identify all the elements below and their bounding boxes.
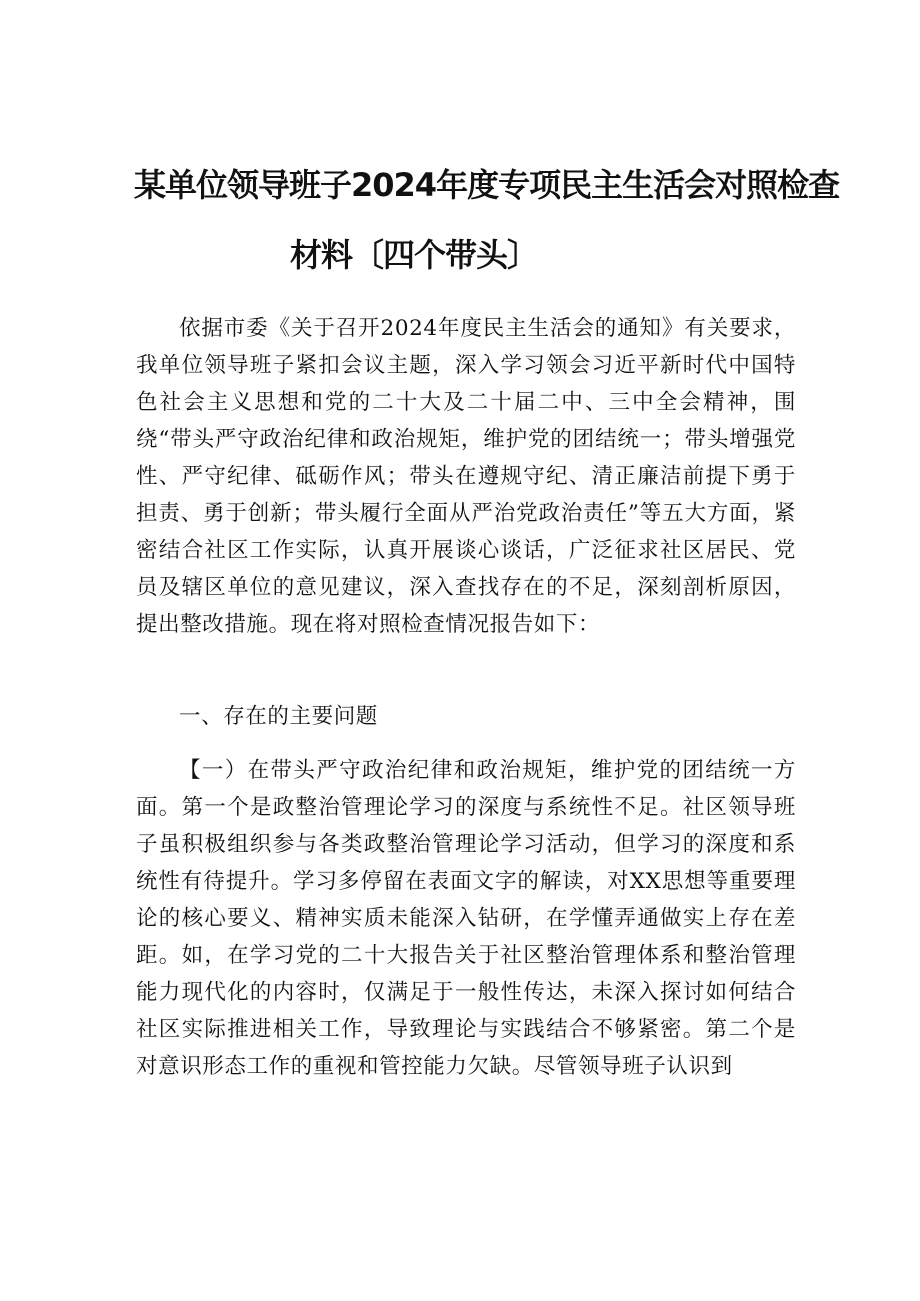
point-one-paragraph: 【一）在带头严守政治纪律和政治规矩，维护党的团结统一方面。第一个是政整治管理论学习的深度与系统性不足。社区领导班子虽积极组织参与各类政整治管理论学习活动，但学习的深度和系统性有待提升。学习多停留在表面文字的解读，对XX思想等重要理论的核心要义、精神实质未能深入钻研，在学懂弄通做实上存在差距。如，在学习党的二十大报告关于社区整治管理体系和整治管理能力现代化的内容时，仅满足于一般性传达，未深入探讨如何结合社区实际推进相关工作，导致理论与实践结合不够紧密。第二个是对意识形态工作的重视和管控能力欠缺。尽管领导班子认识到 bbox=[136, 758, 796, 1079]
document-title-line-2: 材料〔四个带头〕 bbox=[290, 236, 539, 274]
section-heading: 一、存在的主要问题 bbox=[179, 704, 378, 729]
intro-paragraph: 依据市委《关于召开2024年度民主生活会的通知》有关要求，我单位领导班子紧扣会议主题，深入学习领会习近平新时代中国特色社会主义思想和党的二十大及二十届二中、三中全会精神，围绕“带头严守政治纪律和政治规矩，维护党的团结统一；带头增强党性、严守纪律、砥砺作风；带头在遵规守纪、清正廉洁前提下勇于担责、勇于创新；带头履行全面从严治党政治责任”等五大方面，紧密结合社区工作实际，认真开展谈心谈话，广泛征求社区居民、党员及辖区单位的意见建议，深入查找存在的不足，深刻剖析原因，提出整改措施。现在将对照检查情况报告如下： bbox=[136, 316, 796, 637]
document-title-line-1: 某单位领导班子2024年度专项民主生活会对照检查 bbox=[134, 166, 840, 204]
